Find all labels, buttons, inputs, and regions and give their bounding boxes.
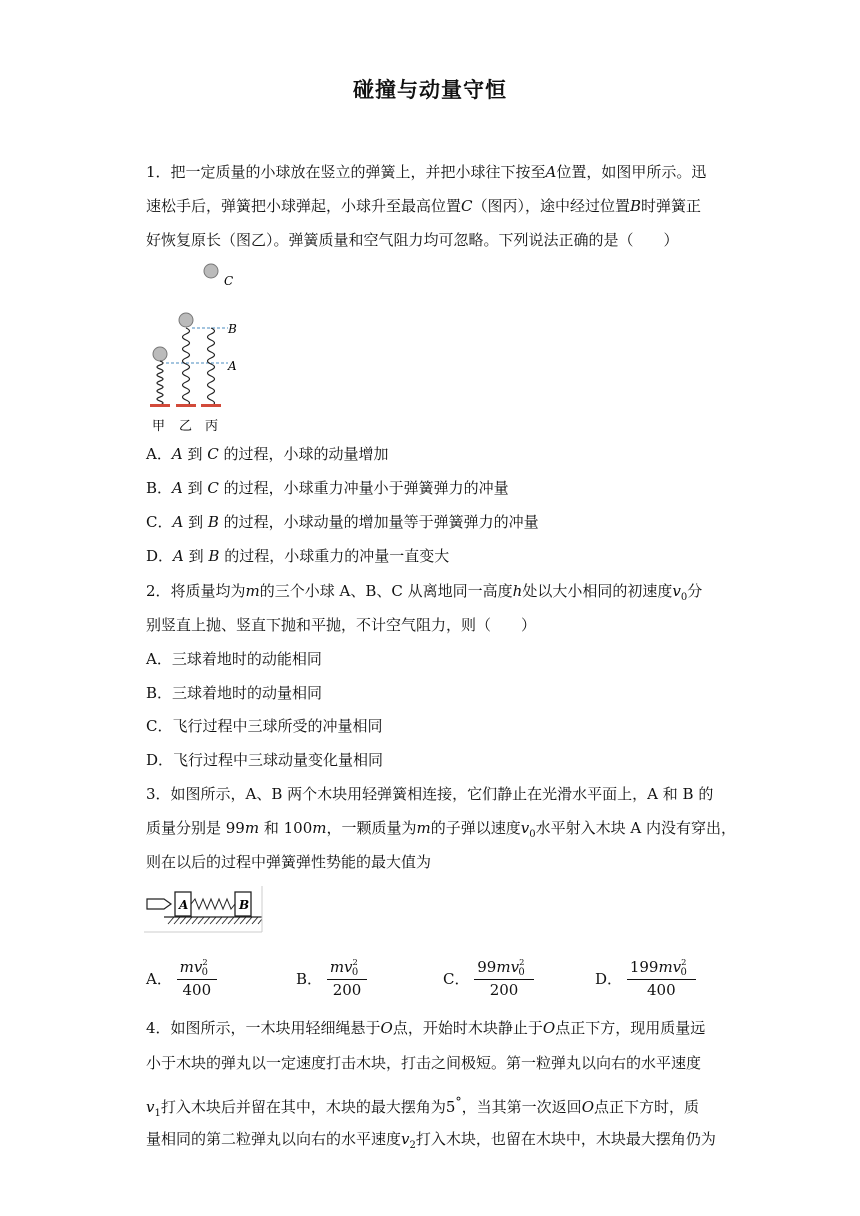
label-bing: 丙	[205, 419, 219, 434]
q3-stem-line1: 3．如图所示，A、B 两个木块用轻弹簧相连接，它们静止在光滑水平面上，A 和 B 的	[146, 785, 714, 803]
q2-option-c: C．飞行过程中三球所受的冲量相同	[146, 717, 383, 735]
spring-figure	[144, 258, 254, 438]
q1-option-b: B．A 到 C 的过程，小球重力冲量小于弹簧弹力的冲量	[146, 479, 509, 497]
base-bing	[201, 404, 221, 407]
q2-stem-line1: 2．将质量均为m的三个小球 A、B、C 从离地同一高度h处以大小相同的初速度$v_0$分	[146, 582, 703, 603]
q1-option-d: D．A 到 B 的过程，小球重力的冲量一直变大	[146, 547, 450, 565]
ball-c	[204, 264, 218, 278]
q4-stem-line2: 小于木块的弹丸以一定速度打击木块，打击之间极短。第一粒弹丸以向右的水平速度	[146, 1054, 702, 1072]
fraction: $\frac{99mv^2_0}{200}$	[474, 958, 533, 999]
q2-stem-line2: 别竖直上抛、竖直下抛和平抛，不计空气阻力，则（ ）	[146, 616, 537, 634]
q1-option-c: C．A 到 B 的过程，小球动量的增加量等于弹簧弹力的冲量	[146, 513, 539, 531]
fraction: $\frac{mv^2_0}{400}$	[177, 958, 217, 999]
base-jia	[150, 404, 170, 407]
page-title: 碰撞与动量守恒	[353, 78, 507, 102]
spring-yi	[183, 328, 190, 406]
block-a-label: A	[179, 898, 189, 912]
fraction: $\frac{mv^2_0}{200}$	[327, 958, 367, 999]
q3-stem-line3: 则在以后的过程中弹簧弹性势能的最大值为	[146, 853, 432, 871]
q4-stem-line4: 量相同的第二粒弹丸以向右的水平速度$v_2$打入木块，也留在木块中，木块最大摆角仍为	[146, 1130, 716, 1151]
base-yi	[176, 404, 196, 407]
ball-b	[179, 313, 193, 327]
q1-option-a: A．A 到 C 的过程，小球的动量增加	[146, 445, 389, 463]
q2-option-b: B．三球着地时的动量相同	[146, 684, 323, 702]
q3-option-d: D． $\frac{199mv^2_0}{400}$	[595, 958, 696, 999]
label-b: B	[228, 322, 237, 336]
blocks-spring-figure	[144, 884, 266, 934]
ball-a	[153, 347, 167, 361]
q4-stem-line1: 4．如图所示，一木块用轻细绳悬于O点，开始时木块静止于O点正下方，现用质量远	[146, 1019, 706, 1037]
q1-stem-line3: 好恢复原长（图乙）。弹簧质量和空气阻力均可忽略。下列说法正确的是（ ）	[146, 231, 679, 249]
spring-jia	[157, 361, 163, 405]
ground-hatching	[168, 917, 262, 924]
q2-option-d: D．飞行过程中三球动量变化量相同	[146, 751, 384, 769]
label-yi: 乙	[179, 419, 193, 434]
fraction: $\frac{199mv^2_0}{400}$	[627, 958, 696, 999]
q3-option-b: B． $\frac{mv^2_0}{200}$	[296, 958, 367, 999]
q3-stem-line2: 质量分别是 99m 和 100m，一颗质量为m的子弹以速度$v_0$水平射入木块 A 内没有穿出，	[146, 819, 736, 840]
q3-option-a: A． $\frac{mv^2_0}{400}$	[146, 958, 217, 999]
spring-zigzag	[191, 899, 235, 909]
q3-option-c: C． $\frac{99mv^2_0}{200}$	[443, 958, 534, 999]
label-jia: 甲	[152, 419, 166, 434]
spring-bing	[208, 328, 215, 406]
q4-stem-line3: $v_1$打入木块后并留在其中，木块的最大摆角为5°，当其第一次返回O点正下方时，质	[146, 1094, 700, 1119]
label-a: A	[228, 359, 237, 373]
q1-stem-line2: 速松手后，弹簧把小球弹起，小球升至最高位置C（图丙），途中经过位置B时弹簧正	[146, 197, 702, 215]
q2-option-a: A．三球着地时的动能相同	[146, 650, 322, 668]
bullet-shape	[147, 899, 171, 909]
q1-stem-line1: 1．把一定质量的小球放在竖立的弹簧上，并把小球往下按至A位置，如图甲所示。迅	[146, 163, 707, 181]
block-b-label: B	[239, 898, 250, 912]
label-c: C	[224, 274, 234, 288]
